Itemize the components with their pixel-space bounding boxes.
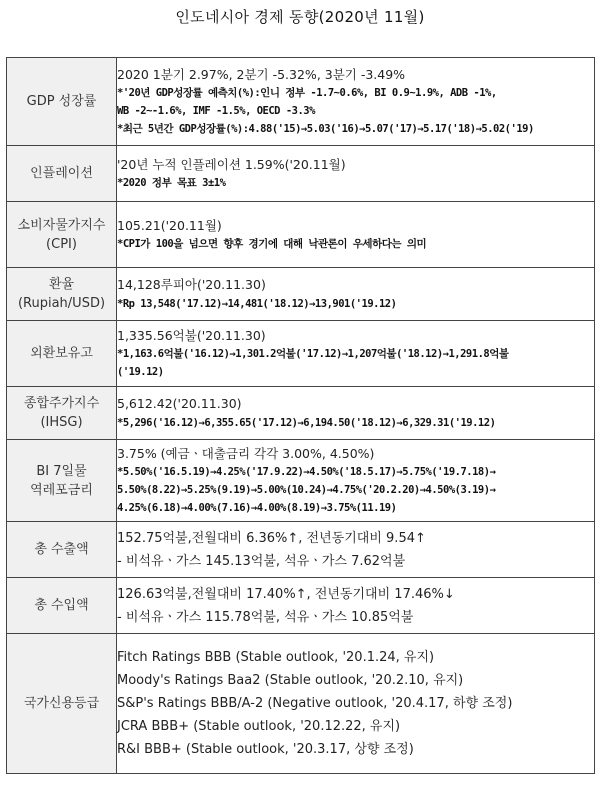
- row-imports: [7, 578, 595, 634]
- row-label: [7, 268, 117, 321]
- value-line: 2020 1분기 2.97%, 2분기 -5.32%, 3분기 -3.49%: [117, 66, 406, 82]
- value-line: 14,128루피아('20.11.30): [117, 277, 266, 293]
- value-line: JCRA BBB+ (Stable outlook, '20.12.22, 유지): [117, 719, 401, 734]
- row-label: [7, 634, 117, 774]
- value-line: '20년 누적 인플레이션 1.59%('20.11월): [117, 156, 346, 172]
- value-line: Moody's Ratings Baa2 (Stable outlook, '20.2.10, 유지): [117, 673, 464, 688]
- row-label-line: 역레포금리: [30, 482, 93, 498]
- note-line: 4.25%(6.18)→4.00%(7.16)→4.00%(8.19)→3.75%(11.19): [117, 502, 397, 515]
- row-label: [7, 578, 117, 634]
- value-line: - 비석유ㆍ가스 145.13억불, 석유ㆍ가스 7.62억불: [117, 553, 406, 569]
- note-line: *최근 5년간 GDP성장률(%):4.88('15)→5.03('16)→5.07('17)→5.17('18)→5.02('19): [117, 123, 534, 136]
- row-gdp: [7, 58, 595, 146]
- economy-table: [6, 57, 595, 774]
- note-line: *Rp 13,548('17.12)→14,481('18.12)→13,901('19.12): [117, 297, 397, 310]
- row-label: [7, 321, 117, 387]
- note-line: ('19.12): [117, 366, 164, 379]
- note-line: 5.50%(8.22)→5.25%(9.19)→5.00%(10.24)→4.75%('20.2.20)→4.50%(3.19)→: [117, 484, 496, 497]
- value-line: 3.75% (예금ㆍ대출금리 각각 3.00%, 4.50%): [117, 445, 375, 461]
- row-label-line: 소비자물가지수: [17, 217, 106, 233]
- row-credit-rating: [7, 634, 595, 774]
- row-label-line: 외환보유고: [30, 346, 93, 361]
- note-line: *5,296('16.12)→6,355.65('17.12)→6,194.50('18.12)→6,329.31('19.12): [117, 416, 496, 429]
- value-line: - 비석유ㆍ가스 115.78억불, 석유ㆍ가스 10.85억불: [117, 609, 414, 625]
- note-line: *'20년 GDP성장률 예측치(%):인니 정부 -1.7~0.6%, BI 0.9~1.9%, ADB -1%,: [117, 87, 497, 100]
- value-line: 126.63억불,전월대비 17.40%↑, 전년동기대비 17.46%↓: [117, 586, 455, 602]
- row-value: [117, 522, 595, 578]
- row-label: [7, 440, 117, 522]
- value-line: 5,612.42('20.11.30): [117, 396, 242, 412]
- row-label-line: 환율: [48, 277, 75, 292]
- row-value: [117, 58, 595, 146]
- note-line: *CPI가 100을 넘으면 향후 경기에 대해 낙관론이 우세하다는 의미: [117, 238, 427, 251]
- note-line: *1,163.6억불('16.12)→1,301.2억불('17.12)→1,207억불('18.12)→1,291.8억불: [117, 348, 509, 361]
- row-label: [7, 58, 117, 146]
- row-label: [7, 146, 117, 202]
- row-value: [117, 440, 595, 522]
- row-label-line: 총 수출액: [34, 542, 89, 557]
- row-label-line: GDP 성장률: [26, 94, 97, 109]
- row-value: [117, 202, 595, 268]
- row-bi-rate: [7, 440, 595, 522]
- row-label: [7, 387, 117, 440]
- row-label-line: 인플레이션: [30, 166, 93, 181]
- row-label-line: 국가신용등급: [23, 696, 100, 711]
- row-exports: [7, 522, 595, 578]
- value-line: 105.21('20.11월): [117, 217, 222, 233]
- row-fx-reserves: [7, 321, 595, 387]
- note-line: *5.50%('16.5.19)→4.25%('17.9.22)→4.50%('18.5.17)→5.75%('19.7.18)→: [117, 466, 496, 479]
- note-line: *2020 정부 목표 3±1%: [117, 177, 226, 190]
- row-value: [117, 146, 595, 202]
- row-label: [7, 522, 117, 578]
- row-exchange-rate: [7, 268, 595, 321]
- row-label-line: 종합주가지수: [23, 396, 100, 411]
- value-line: Fitch Ratings BBB (Stable outlook, '20.1.24, 유지): [117, 650, 435, 665]
- value-line: S&P's Ratings BBB/A-2 (Negative outlook, '20.4.17, 하향 조정): [117, 696, 513, 711]
- row-value: [117, 578, 595, 634]
- row-label-line: (CPI): [46, 236, 77, 252]
- row-label-line: (IHSG): [40, 415, 83, 430]
- value-line: R&I BBB+ (Stable outlook, '20.3.17, 상향 조정): [117, 742, 414, 757]
- row-value: [117, 634, 595, 774]
- row-value: [117, 268, 595, 321]
- note-line: WB -2~-1.6%, IMF -1.5%, OECD -3.3%: [117, 105, 315, 118]
- page-title: 인도네시아 경제 동향(2020년 11월): [175, 8, 425, 26]
- value-line: 152.75억불,전월대비 6.36%↑, 전년동기대비 9.54↑: [117, 530, 426, 546]
- row-value: [117, 321, 595, 387]
- row-label-line: 총 수입액: [34, 598, 89, 613]
- row-label-line: (Rupiah/USD): [17, 296, 106, 311]
- row-label: [7, 202, 117, 268]
- value-line: 1,335.56억불('20.11.30): [117, 327, 266, 343]
- row-stock-index: [7, 387, 595, 440]
- row-value: [117, 387, 595, 440]
- row-inflation: [7, 146, 595, 202]
- row-label-line: BI 7일물: [36, 463, 87, 479]
- row-cpi: [7, 202, 595, 268]
